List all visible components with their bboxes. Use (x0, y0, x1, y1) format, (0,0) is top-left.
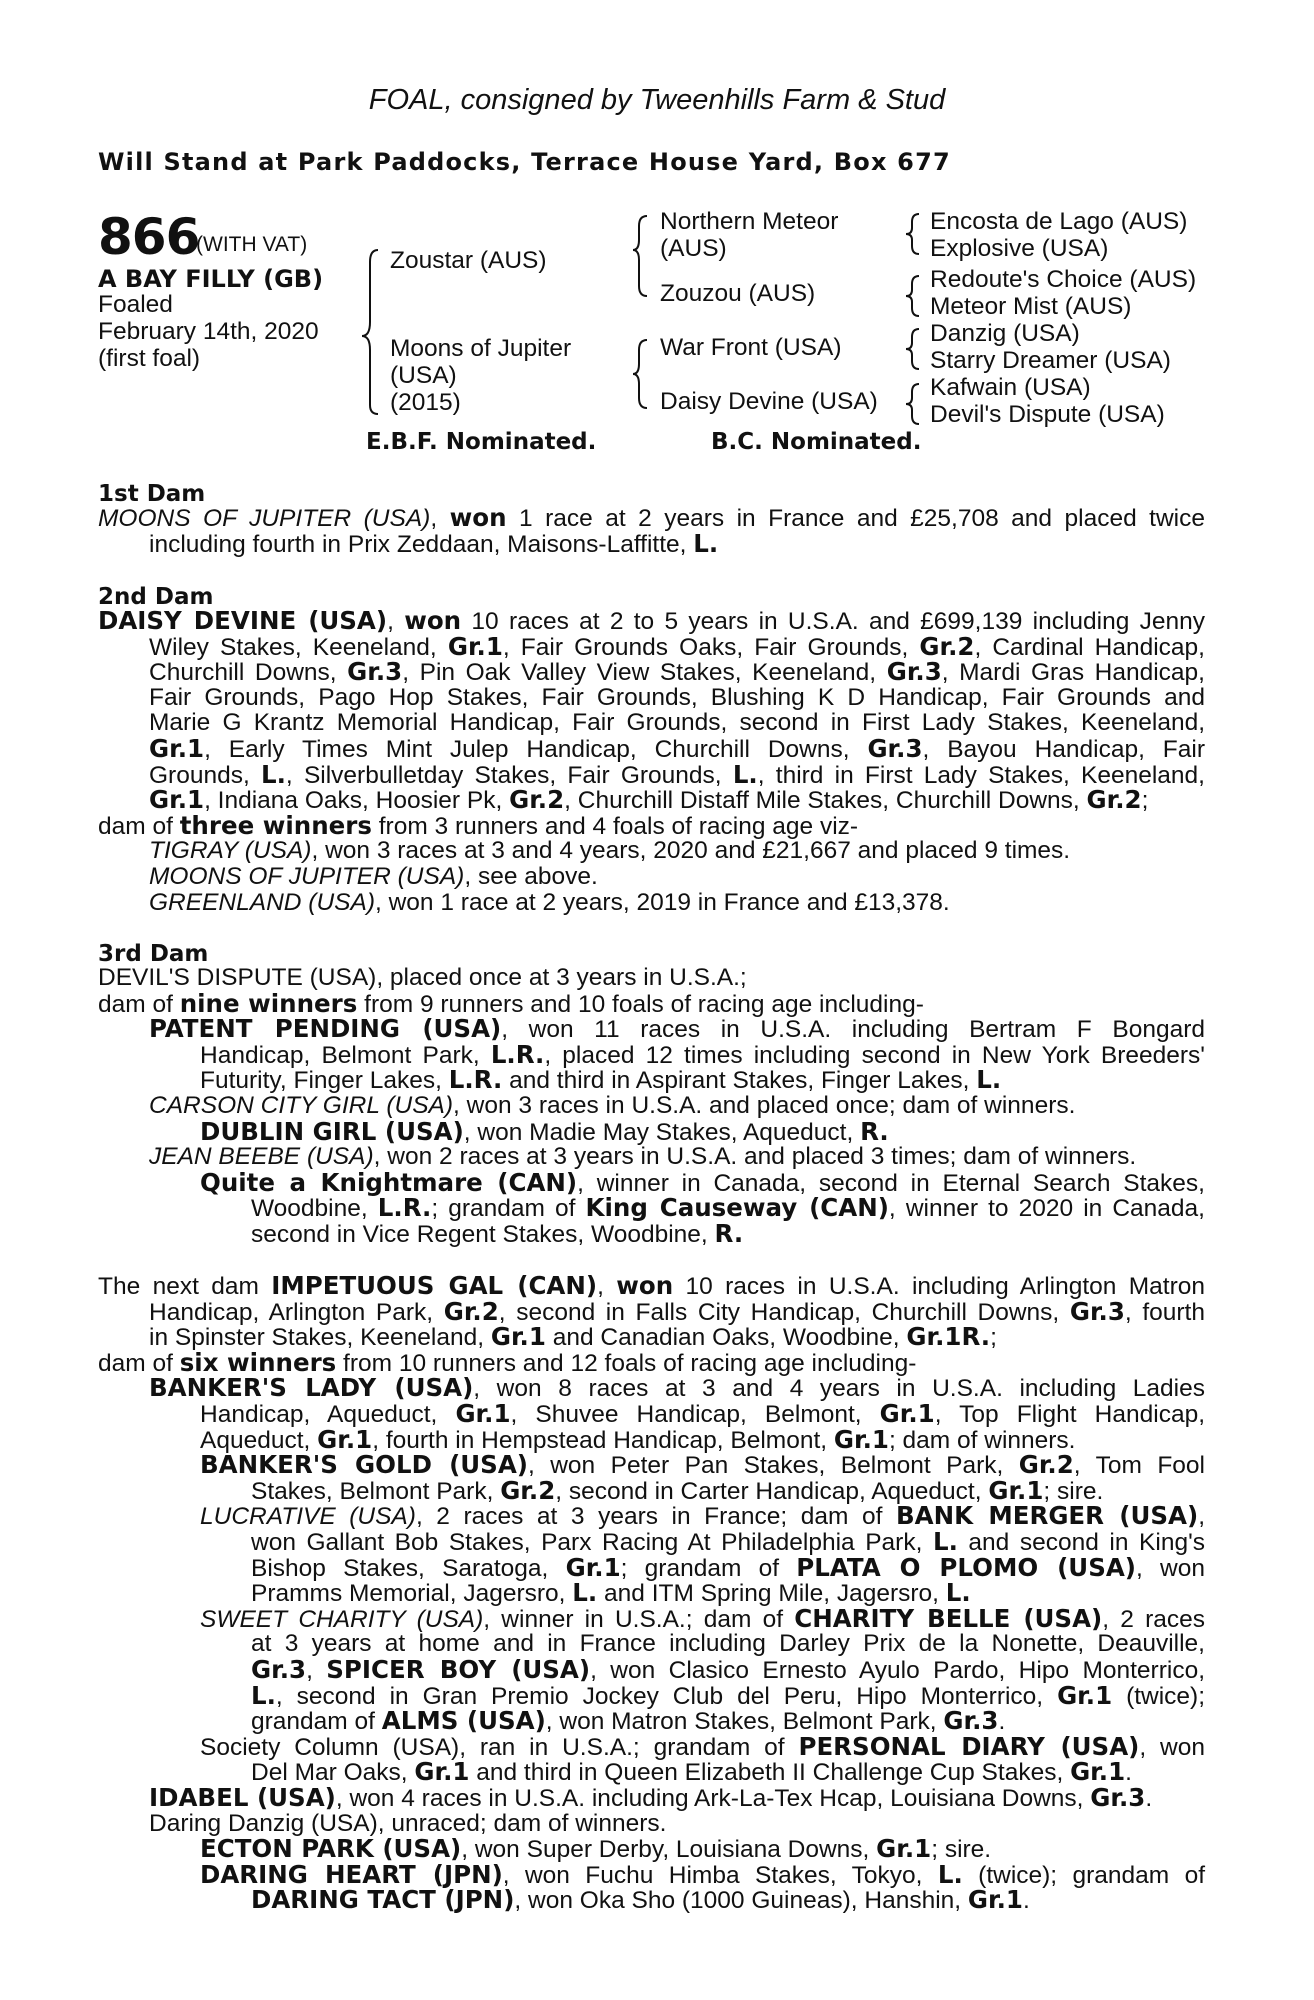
text-run: dam of (98, 812, 180, 840)
text-run: , Top Flight Handicap, (934, 1401, 1205, 1428)
record-line (149, 1375, 1205, 1401)
bold-run: L. (261, 759, 286, 789)
foaled-date: February 14th, 2020 (98, 318, 319, 345)
text-run: Fair Grounds, Pago Hop Stakes, Fair Grounds, Blushing K D Handicap, Fair Grounds and (149, 683, 1205, 711)
text-run: , won Peter Pan Stakes, Belmont Park, (527, 1452, 1019, 1480)
bold-run: Gr.3 (886, 657, 942, 687)
record-line (251, 1680, 1206, 1710)
text-run: , second in Carter Handicap, Aqueduct, (555, 1477, 989, 1505)
bold-run: BANKER'S LADY (USA) (149, 1373, 474, 1403)
ped-sds: Redoute's Choice (AUS) (930, 266, 1197, 293)
text-run: , Silverbulletday Stakes, Fair Grounds, (285, 761, 733, 789)
text-run: , 2 races (1102, 1605, 1205, 1633)
vat-note: (WITH VAT) (196, 233, 308, 256)
record-line (251, 1475, 1104, 1505)
record-line (98, 965, 747, 991)
text-run: dam of (98, 990, 180, 1018)
text-run: (twice); grandam of (962, 1861, 1206, 1889)
text-run: , won 4 races in U.S.A. including Ark-La-Tex Hcap, Louisiana Downs, (335, 1785, 1091, 1812)
brace-dd (906, 384, 919, 424)
first-dam-line (149, 531, 718, 557)
text-run: at 3 years at home and in France including Darley Prix de la Nonette, Deauville, (251, 1630, 1205, 1658)
text-run: from 3 runners and 4 foals of racing age viz- (371, 812, 859, 840)
record-line (251, 1552, 1206, 1582)
bold-run: L.R. (490, 1039, 545, 1069)
record-line (200, 1039, 1205, 1069)
text-run: ; sire. (931, 1836, 992, 1864)
text-run: in Spinster Stakes, Keeneland, (149, 1324, 491, 1352)
bold-run: Gr.3 (867, 734, 923, 763)
record-line (251, 1195, 1205, 1221)
italic-run: MOONS OF JUPITER (USA) (149, 863, 465, 890)
text-run: Marie G Krantz Memorial Handicap, Fair Grounds, second in First Lady Stakes, Keeneland, (149, 709, 1205, 737)
bold-run: DAISY DEVINE (USA) (98, 606, 388, 635)
record-line (149, 1785, 1152, 1811)
text-run: , Tom Fool (1073, 1452, 1205, 1480)
text-run: ; (990, 1324, 997, 1352)
text-run: , Churchill Distaff Mile Stakes, Churchill Downs, (564, 787, 1087, 815)
text-run: , won (1136, 1554, 1206, 1582)
text-run: , winner in Canada, second in Eternal Search Stakes, (577, 1169, 1205, 1197)
bold-run: three winners (179, 810, 372, 840)
bold-run: CHARITY BELLE (USA) (794, 1603, 1103, 1633)
record-line (98, 988, 924, 1018)
text-run: , (597, 1273, 617, 1300)
bold-run: nine winners (179, 988, 358, 1018)
record-line (149, 1296, 1205, 1326)
text-run: dam of (98, 1349, 180, 1377)
text-run: . (1022, 1887, 1030, 1915)
ped-ssd: Explosive (USA) (930, 235, 1109, 262)
sire-dam: Zouzou (AUS) (660, 280, 816, 307)
italic-run: MOONS OF JUPITER (USA) (98, 505, 431, 532)
text-run: grandam of (251, 1708, 382, 1736)
ped-dsd: Starry Dreamer (USA) (930, 347, 1171, 374)
record-line (200, 1859, 1206, 1889)
first-dam-line (98, 505, 1205, 531)
text-run: ; sire. (1043, 1477, 1104, 1505)
text-run: , 2 races at 3 years in France; dam of (415, 1503, 896, 1531)
text-run: , won Madie May Stakes, Aqueduct, (463, 1118, 861, 1146)
record-line (149, 631, 1205, 661)
text-run: Stakes, Belmont Park, (251, 1477, 501, 1505)
record-line (251, 1708, 1005, 1734)
record-line (149, 864, 598, 890)
record-line (251, 1221, 743, 1247)
record-line (200, 1603, 1205, 1633)
text-run: Del Mar Oaks, (251, 1759, 415, 1787)
text-run: , Shuvee Handicap, Belmont, (510, 1401, 880, 1428)
bold-run: Gr.2 (919, 631, 975, 661)
italic-run: TIGRAY (USA) (149, 837, 312, 865)
text-run: , won 3 races in U.S.A. and placed once; dam of winners. (453, 1092, 1076, 1119)
bold-run: six winners (179, 1347, 337, 1377)
brace-sd (906, 276, 919, 316)
page-title: FOAL, consigned by Tweenhills Farm & Stud (368, 84, 946, 116)
text-run: ; (1141, 787, 1149, 815)
brace-sire (633, 216, 647, 296)
italic-run: GREENLAND (USA) (149, 888, 375, 916)
bold-run: L. (693, 529, 719, 558)
record-line (98, 1347, 917, 1377)
text-run: , Fair Grounds Oaks, Fair Grounds, (502, 633, 920, 661)
bold-run: L. (932, 1527, 958, 1556)
text-run: Aqueduct, (200, 1426, 318, 1454)
record-line (149, 659, 1205, 685)
bold-run: ALMS (USA) (381, 1706, 546, 1736)
lot-number: 866 (98, 208, 200, 266)
ped-ddd: Devil's Dispute (USA) (930, 401, 1165, 428)
bold-run: Gr.1 (988, 1475, 1044, 1505)
record-line (149, 736, 1205, 762)
bold-run: Gr.3 (1069, 1296, 1125, 1326)
text-run: , Indiana Oaks, Hoosier Pk, (204, 787, 510, 815)
text-run: ; dam of winners. (888, 1426, 1076, 1454)
italic-run: JEAN BEEBE (USA) (149, 1143, 374, 1171)
record-line (251, 1529, 1205, 1555)
record-line (200, 1167, 1205, 1197)
bold-run: Gr.1 (565, 1552, 621, 1582)
ped-dds: Kafwain (USA) (930, 374, 1091, 401)
record-line (149, 1093, 1075, 1119)
record-line (251, 1657, 1205, 1683)
bold-run: Gr.2 (500, 1475, 556, 1505)
ped-sss: Encosta de Lago (AUS) (930, 208, 1188, 235)
bold-run: Gr.1 (317, 1424, 373, 1454)
stand-location: Will Stand at Park Paddocks, Terrace House Yard, Box 677 (98, 148, 951, 176)
text-run: and ITM Spring Mile, Jagersro, (597, 1580, 946, 1608)
text-run: , won (1139, 1733, 1206, 1761)
text-run: , Pin Oak Valley View Stakes, Keeneland, (402, 659, 887, 687)
bold-run: R. (714, 1219, 744, 1248)
foaled-label: Foaled (98, 291, 173, 318)
text-run: including fourth in Prix Zeddaan, Maisons-Laffitte, (149, 531, 694, 558)
bold-run: L. (251, 1680, 276, 1710)
text-run: , Mardi Gras Handicap, (941, 659, 1205, 687)
bc-nominated: B.C. Nominated. (711, 429, 922, 455)
bold-run: Gr.1R. (906, 1322, 991, 1352)
text-run: . (1125, 1759, 1132, 1787)
text-run: , won Fuchu Himba Stakes, Tokyo, (502, 1861, 938, 1889)
second-dam-heading: 2nd Dam (98, 584, 214, 610)
text-run: DEVIL'S DISPUTE (USA), placed once at 3 years in U.S.A.; (98, 964, 747, 991)
bold-run: L. (572, 1578, 598, 1608)
record-line (149, 1324, 997, 1350)
text-run: (twice); (1112, 1682, 1206, 1710)
record-line (149, 685, 1205, 711)
record-line (98, 608, 1205, 634)
bold-run: DUBLIN GIRL (USA) (200, 1116, 464, 1146)
bold-run: Gr.1 (149, 785, 205, 815)
bold-run: won (404, 606, 462, 635)
bold-run: L.R. (377, 1193, 432, 1223)
ebf-nominated: E.B.F. Nominated. (366, 429, 597, 455)
bold-run: won (449, 503, 507, 532)
record-line (149, 1144, 1136, 1170)
text-run: ; grandam of (620, 1554, 797, 1582)
record-line (251, 1631, 1205, 1657)
bold-run: DARING HEART (JPN) (200, 1859, 503, 1889)
text-run: , second in Falls City Handicap, Churchill Downs, (498, 1298, 1070, 1326)
record-line (149, 1016, 1205, 1042)
text-run: , (306, 1657, 327, 1684)
dam-name-line2: (USA) (390, 362, 457, 389)
first-dam-heading: 1st Dam (98, 481, 206, 507)
bold-run: Gr.1 (833, 1424, 889, 1454)
dam-dam: Daisy Devine (USA) (660, 388, 878, 415)
text-run: Daring Danzig (USA), unraced; dam of winners. (149, 1809, 667, 1837)
text-run: Pramms Memorial, Jagersro, (251, 1580, 573, 1608)
bold-run: won (616, 1271, 674, 1300)
text-run: , third in First Lady Stakes, Keeneland, (757, 761, 1205, 789)
text-run: and third in Queen Elizabeth II Challenge Cup Stakes, (469, 1759, 1071, 1787)
record-line (149, 787, 1148, 813)
text-run: Bishop Stakes, Saratoga, (251, 1554, 566, 1582)
text-run: , Cardinal Handicap, (974, 633, 1205, 661)
text-run: , won 11 races in U.S.A. including Bertram F Bongard (501, 1016, 1205, 1044)
text-run: Handicap, Belmont Park, (200, 1041, 491, 1069)
text-run: , Bayou Handicap, Fair (922, 736, 1205, 763)
bold-run: Quite a Knightmare (CAN) (200, 1167, 578, 1197)
text-run: Futurity, Finger Lakes, (200, 1067, 449, 1095)
text-run: Handicap, Arlington Park, (149, 1298, 444, 1326)
bold-run: PATENT PENDING (USA) (149, 1014, 502, 1044)
record-line (251, 1759, 1132, 1785)
text-run: , winner in U.S.A.; dam of (483, 1605, 795, 1633)
text-run: , won Clasico Ernesto Ayulo Pardo, Hipo Monterrico, (590, 1657, 1206, 1684)
bold-run: Gr.3 (1090, 1783, 1146, 1812)
bold-run: Gr.2 (443, 1296, 499, 1326)
bold-run: PLATA O PLOMO (USA) (796, 1552, 1137, 1582)
text-run: , winner to 2020 in Canada, (888, 1195, 1205, 1223)
record-line (98, 810, 859, 840)
bold-run: Gr.1 (1070, 1757, 1126, 1787)
sire-name: Zoustar (AUS) (390, 247, 547, 274)
bold-run: L. (937, 1859, 963, 1889)
third-dam-heading: 3rd Dam (98, 941, 209, 967)
text-run: Society Column (USA), ran in U.S.A.; grandam of (200, 1733, 799, 1761)
ped-sdd: Meteor Mist (AUS) (930, 293, 1132, 320)
text-run: and Canadian Oaks, Woodbine, (545, 1324, 907, 1352)
text-run: , won Oka Sho (1000 Guineas), Hanshin, (514, 1887, 968, 1915)
sire-sire-line2: (AUS) (660, 235, 727, 262)
record-line (98, 1273, 1205, 1299)
text-run: , see above. (464, 863, 598, 890)
text-run: from 9 runners and 10 foals of racing age including- (357, 990, 924, 1018)
bold-run: Gr.2 (1018, 1450, 1074, 1480)
dam-sire: War Front (USA) (660, 334, 842, 361)
text-run: , placed 12 times including second in New York Breeders' (544, 1041, 1205, 1069)
text-run: . (998, 1708, 1006, 1736)
brace-sire-dam (362, 250, 378, 414)
bold-run: L. (945, 1578, 971, 1608)
bold-run: Gr.3 (347, 657, 403, 687)
record-line (149, 1811, 666, 1837)
text-run: ; grandam of (431, 1195, 586, 1223)
brace-dam (633, 340, 647, 408)
record-line (149, 838, 1070, 864)
bold-run: Gr.1 (967, 1885, 1023, 1915)
foal-note: (first foal) (98, 345, 201, 372)
ped-dss: Danzig (USA) (930, 320, 1080, 347)
record-line (200, 1401, 1205, 1427)
dam-name-line3: (2015) (390, 389, 461, 416)
italic-run: SWEET CHARITY (USA) (200, 1605, 484, 1633)
bold-run: Gr.2 (509, 785, 565, 815)
text-run: , fourth (1124, 1298, 1205, 1326)
record-line (200, 1424, 1076, 1454)
record-line (200, 1452, 1205, 1478)
italic-run: CARSON CITY GIRL (USA) (149, 1092, 454, 1119)
bold-run: ECTON PARK (USA) (200, 1834, 462, 1864)
bold-run: IMPETUOUS GAL (CAN) (271, 1271, 598, 1300)
text-run: , (1198, 1503, 1206, 1531)
text-run: and second in King's (957, 1529, 1205, 1556)
record-line (200, 1503, 1205, 1529)
text-run: , won Super Derby, Louisiana Downs, (461, 1836, 877, 1864)
text-run: , fourth in Hempstead Handicap, Belmont, (372, 1426, 834, 1454)
bold-run: King Causeway (CAN) (585, 1193, 889, 1223)
bold-run: SPICER BOY (USA) (326, 1655, 591, 1684)
record-line (149, 710, 1205, 736)
record-line (200, 1067, 1001, 1093)
bold-run: Gr.1 (879, 1399, 935, 1428)
text-run: and third in Aspirant Stakes, Finger Lakes, (502, 1067, 977, 1095)
text-run: won Gallant Bob Stakes, Parx Racing At Philadelphia Park, (251, 1529, 933, 1556)
bold-run: L.R. (448, 1065, 503, 1095)
text-run: . (1145, 1785, 1153, 1812)
text-run: , second in Gran Premio Jockey Club del Peru, Hipo Monterrico, (275, 1682, 1058, 1710)
bold-run: Gr.3 (251, 1655, 307, 1684)
lot-name: A BAY FILLY (GB) (98, 265, 324, 293)
record-line (149, 759, 1205, 789)
text-run: Handicap, Aqueduct, (200, 1401, 456, 1428)
text-run: , won 1 race at 2 years, 2019 in France and £13,378. (374, 888, 950, 916)
bold-run: Gr.3 (943, 1706, 999, 1736)
italic-run: LUCRATIVE (USA) (200, 1503, 416, 1531)
record-line (251, 1887, 1030, 1913)
bold-run: IDABEL (USA) (149, 1783, 336, 1812)
text-run: 1 race at 2 years in France and £25,708 and placed twice (506, 505, 1206, 532)
bold-run: R. (860, 1116, 889, 1146)
text-run: , won 3 races at 3 and 4 years, 2020 and £21,667 and placed 9 times. (311, 837, 1071, 865)
text-run: 10 races in U.S.A. including Arlington Matron (673, 1273, 1205, 1300)
text-run: Grounds, (149, 761, 261, 789)
text-run: Wiley Stakes, Keeneland, (149, 633, 448, 661)
record-line (200, 1116, 889, 1146)
text-run: , won Matron Stakes, Belmont Park, (545, 1708, 944, 1736)
bold-run: Gr.1 (447, 631, 503, 661)
sire-sire-line1: Northern Meteor (660, 208, 839, 235)
bold-run: Gr.1 (1057, 1680, 1113, 1710)
record-line (200, 1836, 991, 1862)
bold-run: BANKER'S GOLD (USA) (200, 1450, 528, 1480)
bold-run: L. (976, 1065, 1002, 1095)
text-run: , (387, 608, 405, 635)
text-run: , Early Times Mint Julep Handicap, Churchill Downs, (204, 736, 868, 763)
brace-ds (906, 329, 919, 369)
bold-run: BANK MERGER (USA) (895, 1501, 1199, 1531)
bold-run: Gr.2 (1086, 785, 1142, 815)
bold-run: L. (732, 759, 758, 789)
text-run: The next dam (98, 1273, 272, 1300)
text-run: from 10 runners and 12 foals of racing age including- (336, 1349, 917, 1377)
bold-run: PERSONAL DIARY (USA) (798, 1731, 1140, 1761)
dam-name-line1: Moons of Jupiter (390, 335, 572, 362)
record-line (200, 1731, 1206, 1761)
text-run: , won 8 races at 3 and 4 years in U.S.A. including Ladies (473, 1375, 1205, 1403)
text-run: Churchill Downs, (149, 659, 348, 687)
record-line (149, 890, 950, 916)
text-run: Woodbine, (251, 1195, 378, 1223)
bold-run: Gr.1 (455, 1399, 511, 1428)
brace-ss (906, 214, 919, 254)
bold-run: Gr.1 (149, 734, 205, 763)
bold-run: DARING TACT (JPN) (251, 1885, 515, 1915)
text-run: , won 2 races at 3 years in U.S.A. and placed 3 times; dam of winners. (373, 1143, 1137, 1171)
bold-run: Gr.1 (414, 1757, 470, 1787)
record-line (251, 1580, 971, 1606)
text-run: , (430, 505, 450, 532)
text-run: 10 races at 2 to 5 years in U.S.A. and £699,139 including Jenny (461, 608, 1205, 635)
text-run: second in Vice Regent Stakes, Woodbine, (251, 1221, 715, 1248)
bold-run: Gr.1 (490, 1322, 546, 1352)
bold-run: Gr.1 (876, 1834, 932, 1864)
